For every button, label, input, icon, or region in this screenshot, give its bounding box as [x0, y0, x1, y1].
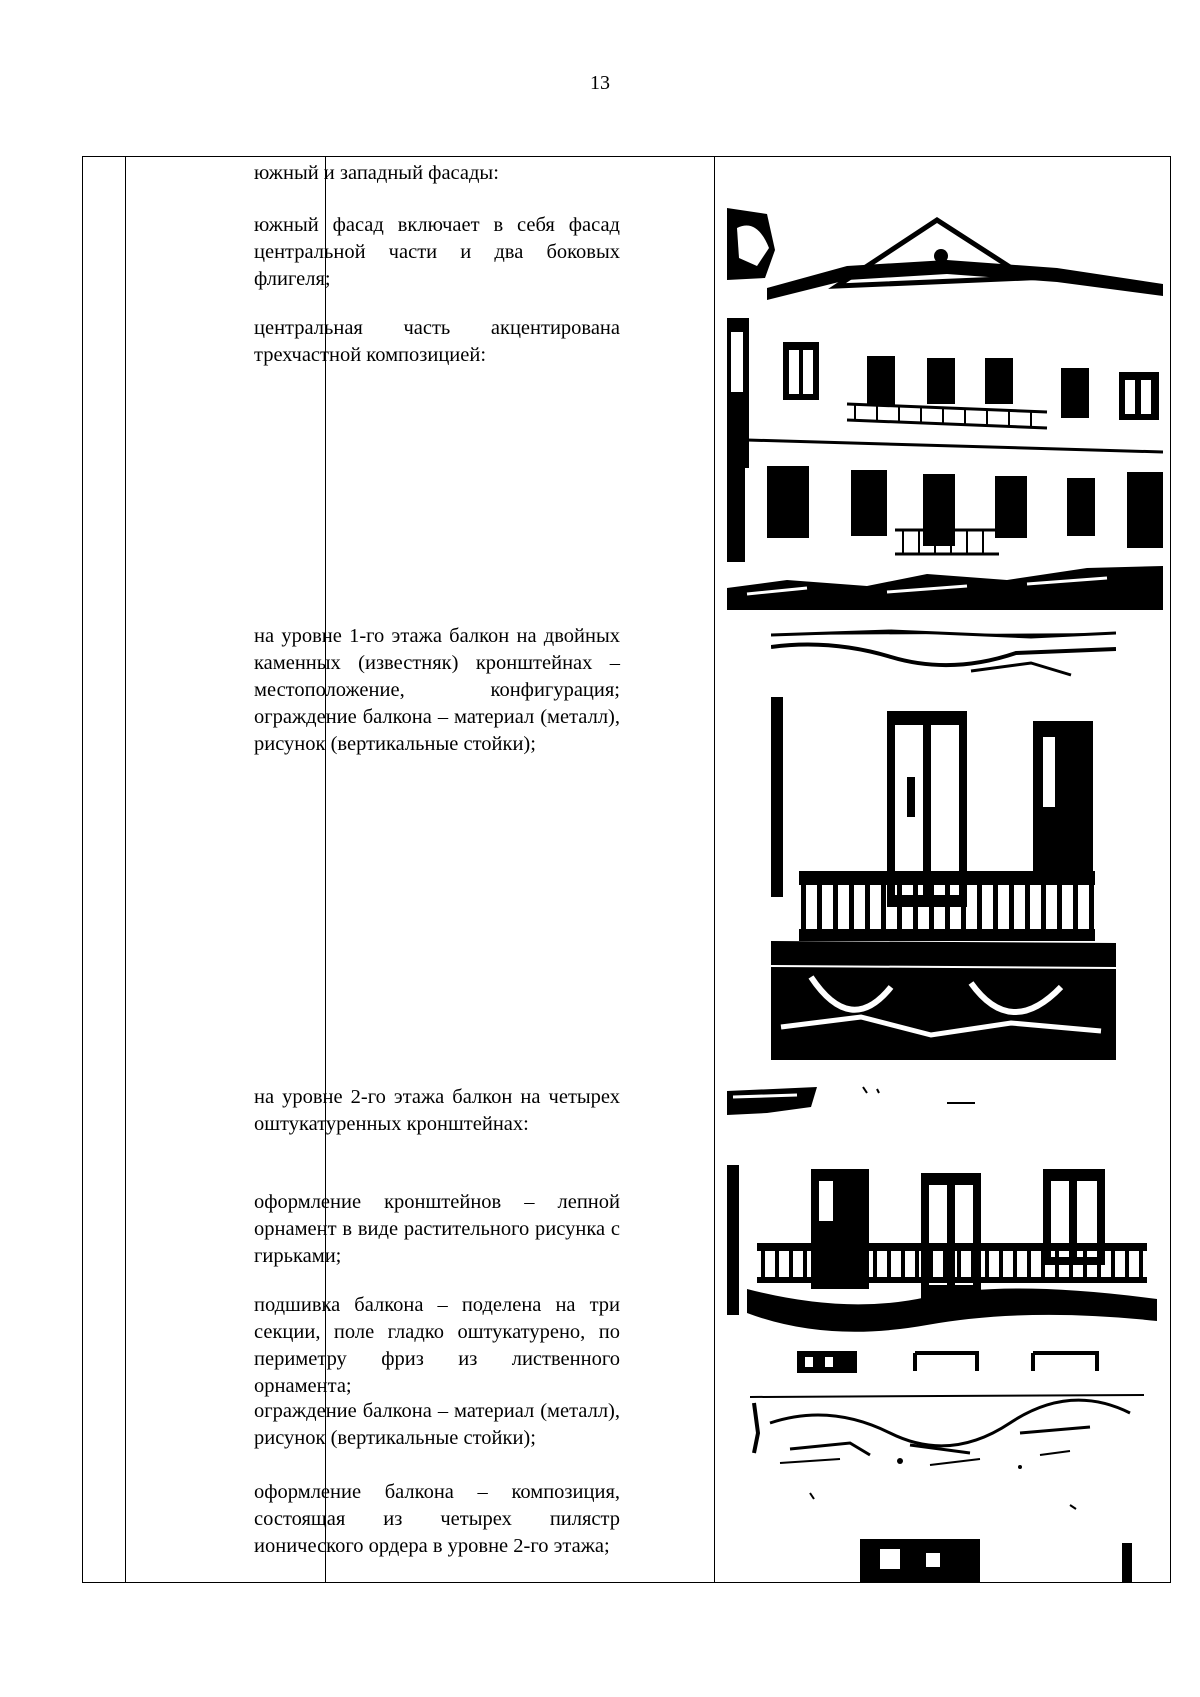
- text-brackets: оформление кронштейнов – лепной орнамент в виде растительного рисунка с гирьками;: [254, 1191, 620, 1267]
- photo-balcony-soffit: [750, 1393, 1144, 1582]
- photo-south-facade: [727, 208, 1163, 610]
- photo-balcony-floor-2: [727, 1085, 1163, 1385]
- column-divider-1: [125, 157, 126, 1582]
- page-number: 13: [590, 72, 610, 94]
- photo-balcony-floor-1: [771, 627, 1116, 1060]
- text-balcony-floor-1: на уровне 1-го этажа балкон на двойных каменных (известняк) кронштейнах – местоположение, конфигурация; ограждение балкона – материал (металл), рисунок (вертикальные стойки);: [254, 625, 620, 755]
- text-balcony-soffit: подшивка балкона – поделена на три секции, поле гладко оштукатурено, по периметру фриз из лиственного орнамента;: [254, 1294, 620, 1397]
- text-balcony-floor-2: на уровне 2-го этажа балкон на четырех оштукатуренных кронштейнах:: [254, 1086, 620, 1135]
- text-balcony-pilasters: оформление балкона – композиция, состоящая из четырех пилястр ионического ордера в уровне 2-го этажа;: [254, 1481, 620, 1557]
- text-south-facade: южный фасад включает в себя фасад центральной части и два боковых флигеля;: [254, 214, 620, 290]
- column-divider-3: [714, 157, 715, 1582]
- text-central-part: центральная часть акцентирована трехчастной композицией:: [254, 317, 620, 366]
- text-facades: южный и западный фасады:: [254, 162, 499, 184]
- text-balcony-railing: ограждение балкона – материал (металл), рисунок (вертикальные стойки);: [254, 1400, 620, 1449]
